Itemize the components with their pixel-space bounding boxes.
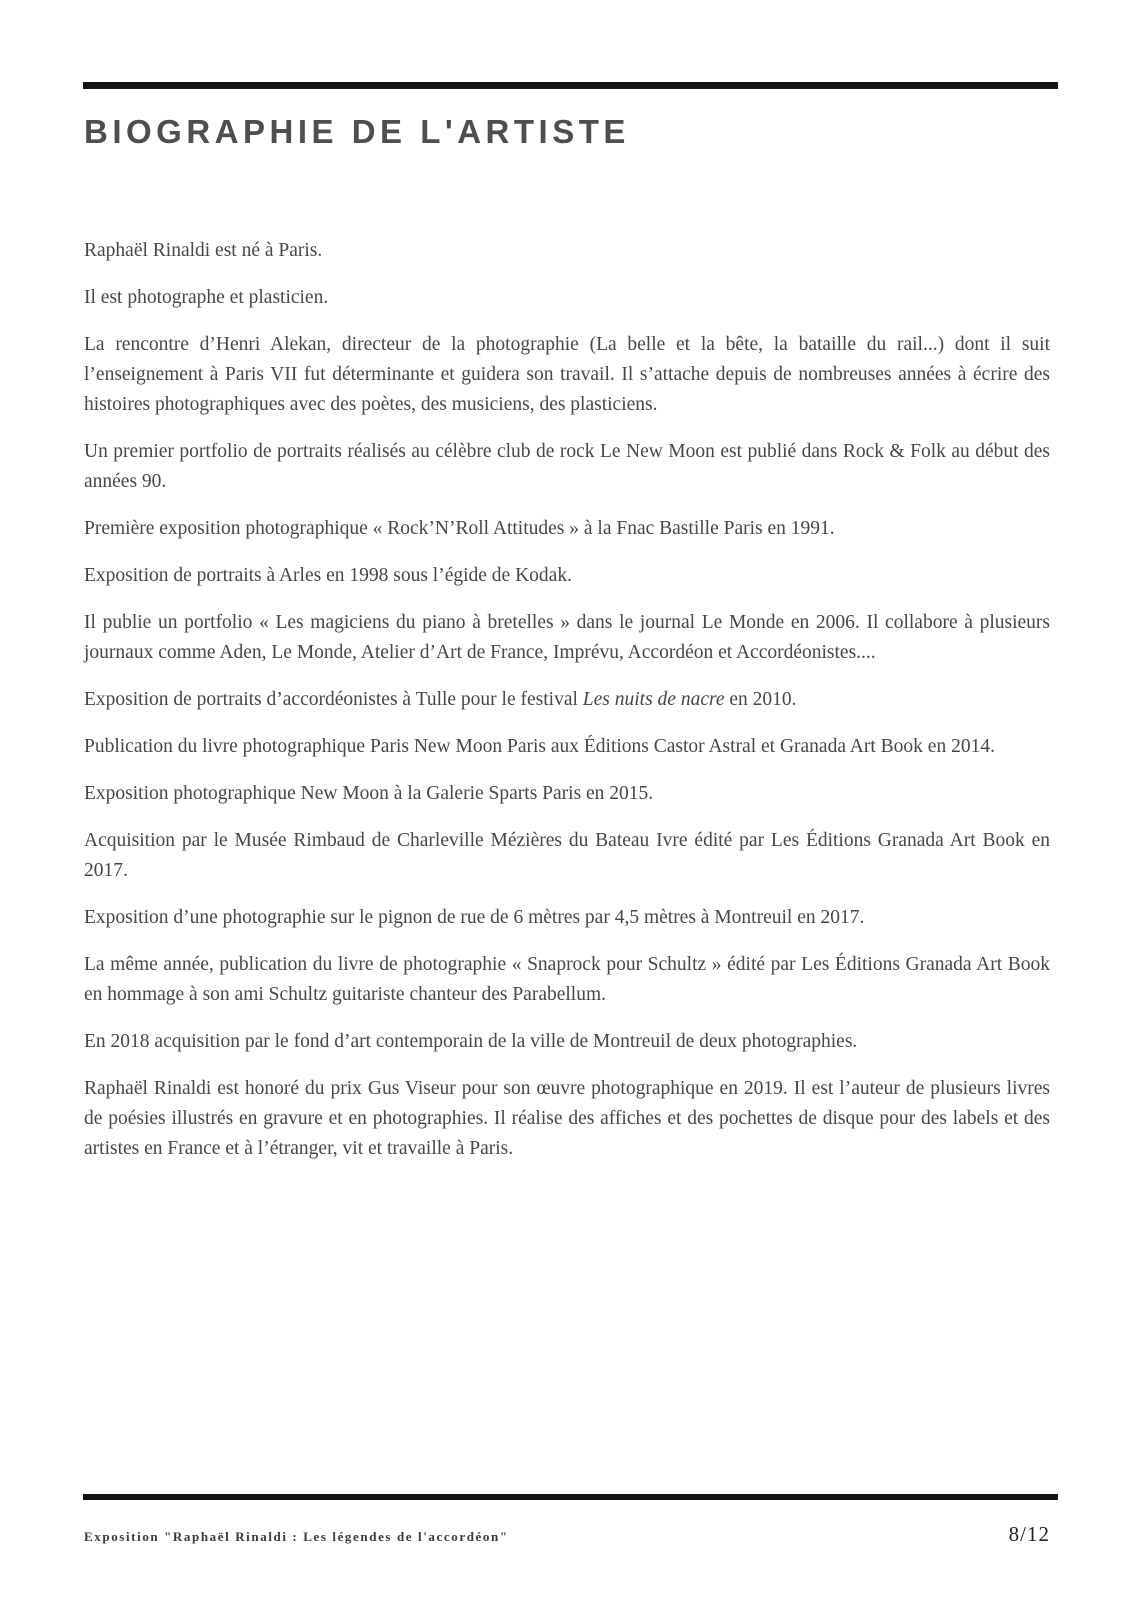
paragraph [84, 514, 1050, 544]
paragraph [84, 561, 1050, 591]
paragraph [84, 826, 1050, 886]
text-segment: Première exposition photographique « Rock’N’Roll Attitudes » à la Fnac Bastille Paris en 1991. [84, 518, 835, 539]
paragraph [84, 1074, 1050, 1164]
paragraph [84, 732, 1050, 762]
footer-rule [83, 1494, 1058, 1500]
text-segment: En 2018 acquisition par le fond d’art contemporain de la ville de Montreuil de deux photographies. [84, 1031, 858, 1052]
paragraph [84, 283, 1050, 313]
paragraph [84, 1027, 1050, 1057]
paragraph [84, 779, 1050, 809]
paragraph [84, 903, 1050, 933]
text-segment: Acquisition par le Musée Rimbaud de Charleville Mézières du Bateau Ivre édité par Les Éditions Granada Art Book en 2017. [84, 830, 1050, 881]
biography-text [84, 236, 1050, 1181]
text-segment: en 2010. [724, 689, 797, 710]
page-number: 8/12 [1008, 1522, 1050, 1546]
text-segment: La rencontre d’Henri Alekan, directeur de la photographie (La belle et la bête, la bataille du rail...) dont il suit l’enseignement à Paris VII fut déterminante et guidera son travail. Il s’attache depuis de nombreuses années à écrire des histoires photographiques avec des poètes, des musiciens, des plasticiens. [84, 334, 1050, 415]
text-segment: Exposition de portraits à Arles en 1998 sous l’égide de Kodak. [84, 565, 572, 586]
italic-text-segment: Les nuits de nacre [582, 689, 725, 710]
text-segment: Il publie un portfolio « Les magiciens du piano à bretelles » dans le journal Le Monde en 2006. Il collabore à plusieurs journaux comme Aden, Le Monde, Atelier d’Art de France, Imprévu, Accordéon et Accordéonistes.... [84, 612, 1050, 663]
text-segment: Raphaël Rinaldi est né à Paris. [84, 240, 323, 261]
paragraph [84, 236, 1050, 266]
text-segment: Exposition de portraits d’accordéonistes à Tulle pour le festival [84, 689, 583, 710]
footer-exhibition-label: Exposition "Raphaël Rinaldi : Les légendes de l'accordéon" [84, 1529, 509, 1544]
text-segment: Il est photographe et plasticien. [84, 287, 329, 308]
text-segment: Raphaël Rinaldi est honoré du prix Gus Viseur pour son œuvre photographique en 2019. Il est l’auteur de plusieurs livres de poésies illustrés en gravure et en photographies. Il réalise des affiches et des pochettes de disque pour des labels et des artistes en France et à l’étranger, vit et travaille à Paris. [84, 1078, 1050, 1159]
top-rule [83, 82, 1058, 89]
text-segment: Exposition d’une photographie sur le pignon de rue de 6 mètres par 4,5 mètres à Montreuil en 2017. [84, 907, 865, 928]
text-segment: Publication du livre photographique Paris New Moon Paris aux Éditions Castor Astral et Granada Art Book en 2014. [84, 736, 995, 757]
paragraph [84, 608, 1050, 668]
page-footer [84, 1522, 1050, 1547]
text-segment: Exposition photographique New Moon à la Galerie Sparts Paris en 2015. [84, 783, 654, 804]
paragraph [84, 330, 1050, 420]
text-segment: Un premier portfolio de portraits réalisés au célèbre club de rock Le New Moon est publié dans Rock & Folk au début des années 90. [84, 441, 1050, 492]
page-title: BIOGRAPHIE DE L'ARTISTE [84, 113, 630, 150]
paragraph [84, 685, 1050, 715]
text-segment: La même année, publication du livre de photographie « Snaprock pour Schultz » édité par Les Éditions Granada Art Book en hommage à son ami Schultz guitariste chanteur des Parabellum. [84, 954, 1050, 1005]
paragraph [84, 437, 1050, 497]
paragraph [84, 950, 1050, 1010]
